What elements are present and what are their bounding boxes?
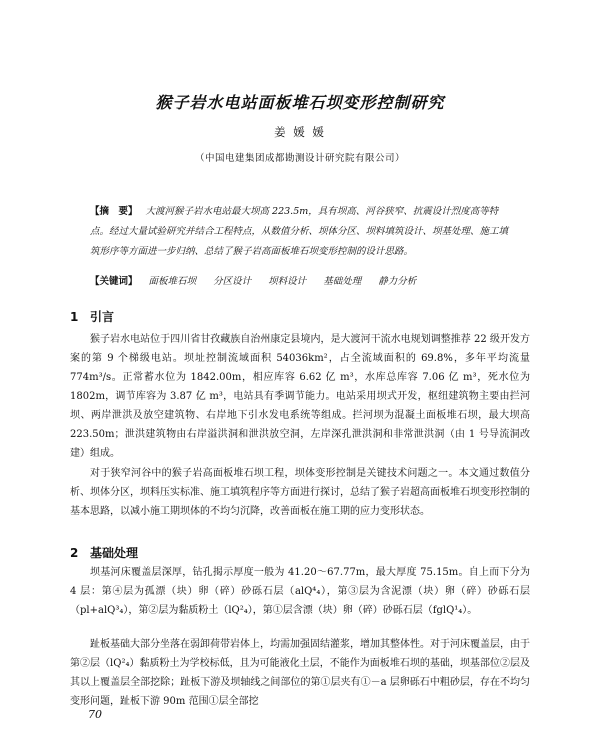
section-title: 基础处理 bbox=[90, 546, 139, 560]
section-number: 1 bbox=[70, 310, 79, 324]
section-heading-foundation bbox=[70, 544, 138, 561]
section-title: 引言 bbox=[90, 310, 115, 324]
section-number: 2 bbox=[70, 546, 79, 560]
keyword-item: 面板堆石坝 bbox=[148, 276, 197, 287]
body-paragraph: 猴子岩水电站位于四川省甘孜藏族自治州康定县境内，是大渡河干流水电规划调整推荐 22 级开发方案的第 9 个梯级电站。坝址控制流域面积 54036km²，占全流域面积的 69.8%，多年平均流量 774m³/s。正常蓄水位为 1842.00m，相应库容 6.62 亿 m³，水库总库容 7.06 亿 m³，死水位为 1802m，调节库容为 3.87 亿 m³，电站具有季调节能力。电站采用坝式开发，枢纽建筑物主要由拦河坝、两岸泄洪及放空建筑物、右岸地下引水发电系统等组成。拦河坝为混凝土面板堆石坝，最大坝高 223.50m；泄洪建筑物由右岸溢洪洞和泄洪放空洞，左岸深孔泄洪洞和非常泄洪洞（由 1 号导流洞改建）组成。 bbox=[70, 334, 530, 459]
author-name: 姜 媛 媛 bbox=[274, 125, 326, 139]
abstract-text: 大渡河猴子岩水电站最大坝高 223.5m，具有坝高、河谷狭窄、抗震设计烈度高等特点。经过大量试验研究并结合工程特点，从数值分析、坝体分区、坝料填筑设计、坝基处理、施工填筑形序等方面进一步归纳、总结了猴子岩高面板堆石坝变形控制的设计思路。 bbox=[90, 206, 509, 257]
paper-title: 猴子岩水电站面板堆石坝变形控制研究 bbox=[155, 93, 445, 112]
keyword-item: 静力分析 bbox=[378, 276, 417, 287]
abstract-label: 【摘 要】 bbox=[90, 206, 138, 217]
page-number: 70 bbox=[88, 708, 102, 721]
keyword-item: 坝料设计 bbox=[268, 276, 307, 287]
body-paragraph: 趾板基础大部分坐落在弱卸荷带岩体上，均需加强固结灌浆，增加其整体性。对于河床覆盖层，由于第②层（lQ²₄）黏质粉土为学校标低，且为可能液化土层，不能作为面板堆石坝的基础，坝基部位②层及其以上覆盖层全部挖除；趾板下游及坝轴线之间部位的第①层夹有①－a 层卵砾石中粗砂层，存在不均匀变形问题，趾板下游 90m 范围①层全部挖 bbox=[70, 639, 530, 707]
body-paragraph: 坝基河床覆盖层深厚，钻孔揭示厚度一般为 41.20～67.77m，最大厚度 75.15m。自上而下分为 4 层：第④层为孤漂（块）卵（碎）砂砾石层（alQ⁴₄），第③层为含泥漂（块）卵（碎）砂砾石层（pl+alQ³₄），第②层为黏质粉土（lQ²₄），第①层含漂（块）卵（碎）砂砾石层（fglQ¹₄）。 bbox=[70, 567, 530, 616]
body-paragraph: 对于狭窄河谷中的猴子岩高面板堆石坝工程，坝体变形控制是关键技术问题之一。本文通过数值分析、坝体分区，坝料压实标准、施工填筑程序等方面进行探讨，总结了猴子岩超高面板堆石坝变形控制的基本思路，以减小施工期坝体的不均匀沉降，改善面板在施工期的应力变形状态。 bbox=[70, 468, 530, 517]
section-heading-introduction bbox=[70, 308, 114, 325]
keywords-label: 【关键词】 bbox=[90, 276, 138, 287]
keyword-item: 分区设计 bbox=[213, 276, 252, 287]
abstract-block bbox=[90, 202, 510, 262]
keywords-block bbox=[90, 273, 510, 287]
author-affiliation: （中国电建集团成都勘测设计研究院有限公司） bbox=[194, 153, 405, 164]
keyword-item: 基础处理 bbox=[323, 276, 362, 287]
